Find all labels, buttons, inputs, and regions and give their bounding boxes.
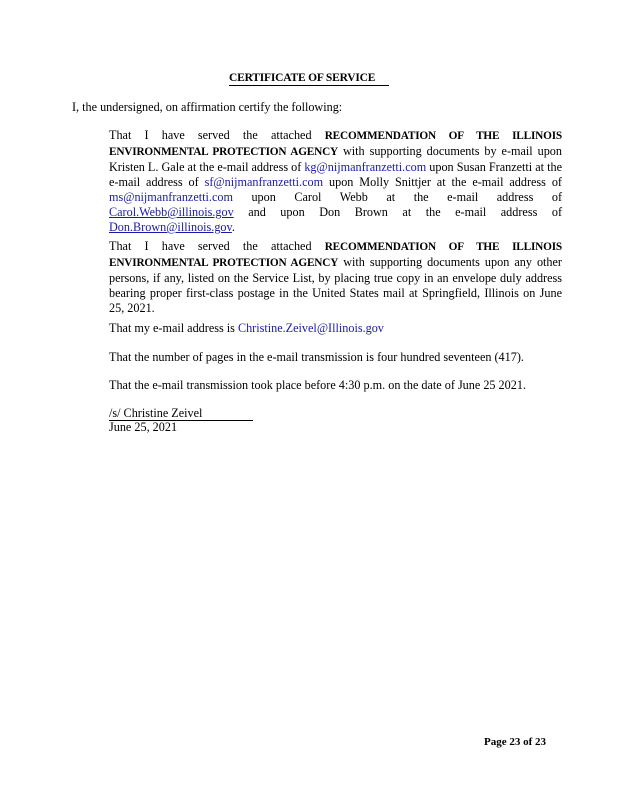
email-link-webb[interactable]: Carol.Webb@illinois.gov	[109, 205, 234, 219]
email-link-gale[interactable]: kg@nijmanfranzetti.com	[304, 160, 427, 174]
p1-text-3: upon Susan Franzetti at the e-mail address of	[109, 160, 562, 189]
p1-text-5: upon Carol Webb at the e-mail address of	[232, 190, 562, 204]
p1-document-title: RECOMMENDATION OF THE ILLINOIS ENVIRONMENTAL PROTECTION AGENCY	[109, 130, 562, 158]
p1-text-7: .	[231, 220, 235, 234]
p1-text-1: That I have served the attached	[109, 128, 325, 142]
page-count-paragraph: That the number of pages in the e-mail transmission is four hundred seventeen (417).	[109, 350, 524, 364]
email-address-paragraph	[109, 321, 562, 336]
service-mail-paragraph	[109, 239, 562, 316]
p3-text-1: That my e-mail address is	[109, 321, 238, 335]
p2-text-2: with supporting documents upon any other persons, if any, listed on the Service List, by placing true copy in an envelope duly address bearing proper first-class postage in the United States mail at Springfield, Illinois on June 25, 2021.	[109, 255, 562, 315]
signature-date: June 25, 2021	[109, 420, 178, 434]
intro-paragraph: I, the undersigned, on affirmation certify the following:	[72, 100, 343, 114]
p1-text-4: upon Molly Snittjer at the e-mail address of	[323, 175, 562, 189]
service-email-paragraph	[109, 128, 562, 235]
email-link-snittjer[interactable]: ms@nijmanfranzetti.com	[109, 190, 233, 204]
email-link-zeivel[interactable]: Christine.Zeivel@Illinois.gov	[237, 321, 384, 335]
p2-document-title: RECOMMENDATION OF THE ILLINOIS ENVIRONMENTAL PROTECTION AGENCY	[109, 241, 562, 269]
document-title: CERTIFICATE OF SERVICE	[229, 72, 389, 86]
email-link-brown[interactable]: Don.Brown@illinois.gov	[109, 220, 232, 234]
p1-text-2: with supporting documents by e-mail upon Kristen L. Gale at the e-mail address of	[109, 144, 562, 174]
email-link-franzetti[interactable]: sf@nijmanfranzetti.com	[204, 175, 324, 189]
signature-line: /s/ Christine Zeivel	[109, 406, 253, 421]
transmission-time-paragraph: That the e-mail transmission took place before 4:30 p.m. on the date of June 25 2021.	[109, 378, 526, 392]
p1-text-6: and upon Don Brown at the e-mail address of	[233, 205, 562, 219]
p2-text-1: That I have served the attached	[109, 239, 325, 253]
page-number-footer: Page 23 of 23	[484, 736, 547, 748]
